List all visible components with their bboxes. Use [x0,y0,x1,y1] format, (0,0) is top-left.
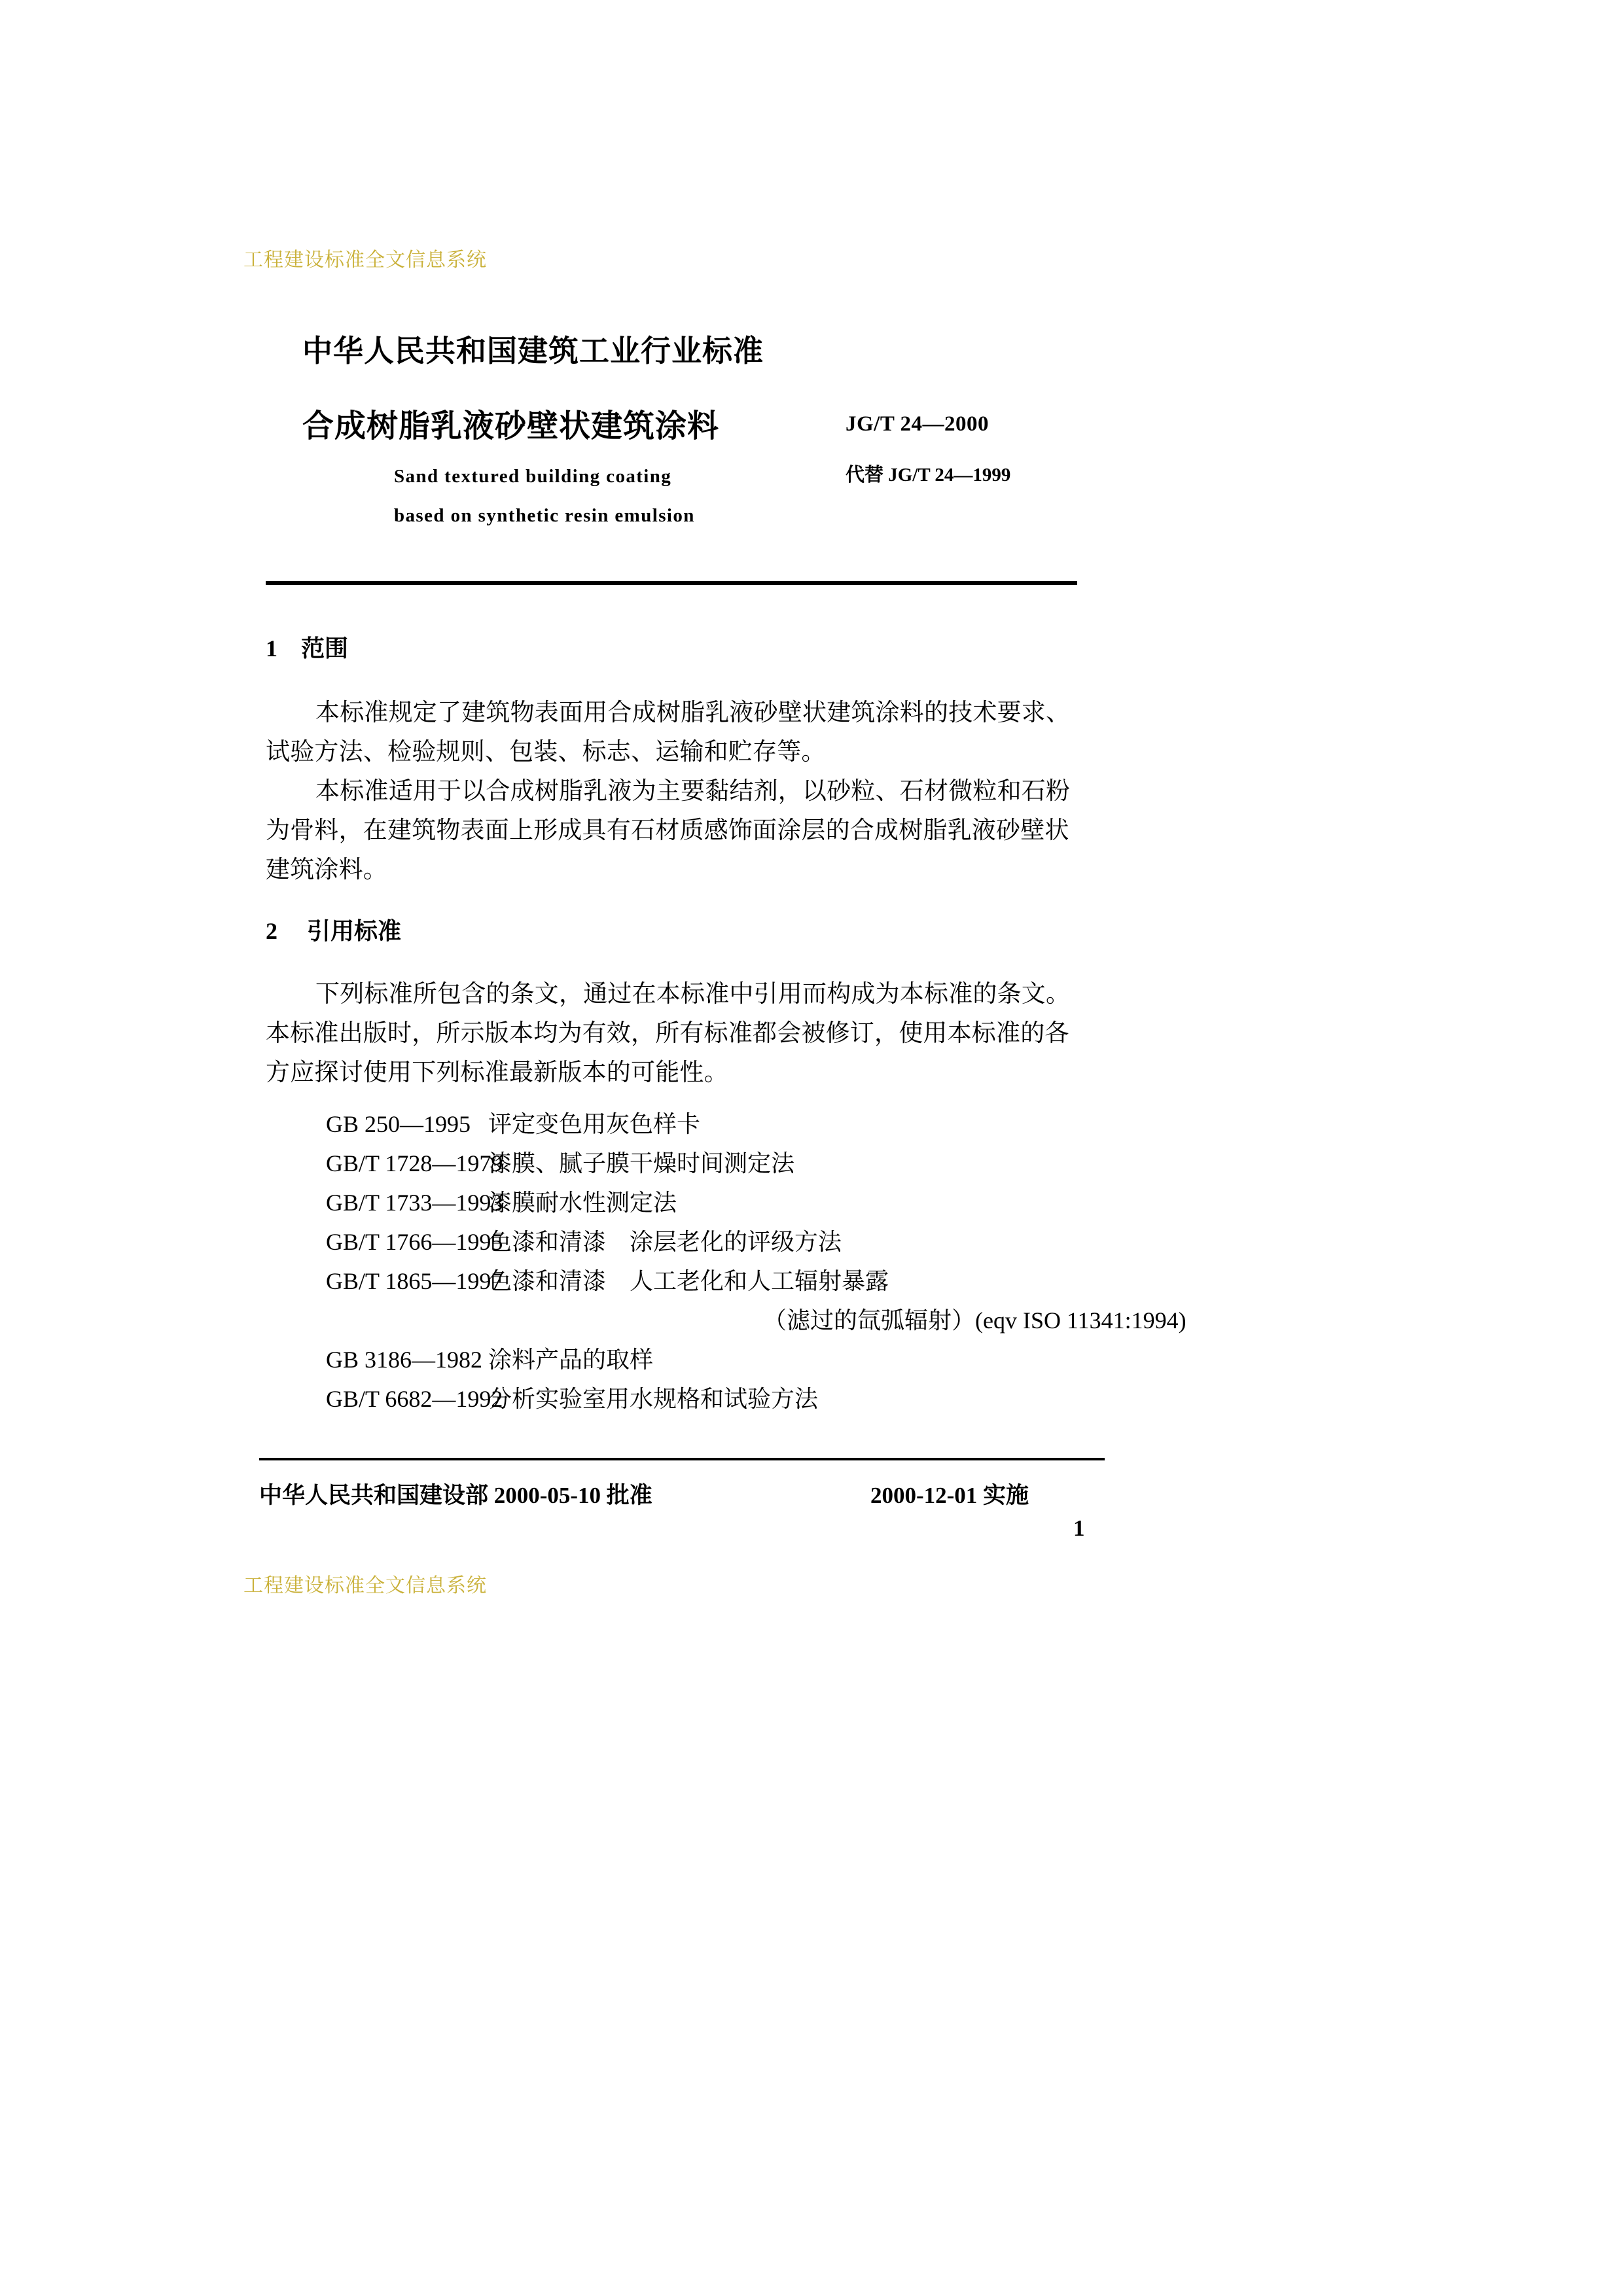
reference-title: 漆膜耐水性测定法 [488,1190,677,1216]
list-item [266,1184,1103,1224]
section-1-title: 范围 [301,635,349,662]
footer-implementation: 2000-12-01 实施 [870,1483,1029,1508]
standard-code: JG/T 24—2000 [846,412,990,436]
list-item [266,1224,1103,1263]
reference-title: 色漆和清漆 涂层老化的评级方法 [488,1229,842,1255]
list-item [266,1341,1103,1381]
footer-divider [259,1458,1105,1460]
standard-name-en-line2: based on synthetic resin emulsion [394,505,695,526]
reference-code: GB/T 1733—1993 [326,1190,503,1216]
watermark-bottom: 工程建设标准全文信息系统 [243,1575,487,1597]
list-item [266,1263,1103,1302]
reference-code: GB/T 6682—1992 [326,1386,503,1412]
page-number: 1 [1073,1515,1085,1541]
reference-code: GB 3186—1982 [326,1347,483,1373]
list-item [266,1106,1103,1145]
standard-name-cn: 合成树脂乳液砂壁状建筑涂料 [302,409,720,444]
section-2-paragraph-1: 下列标准所包含的条文，通过在本标准中引用而构成为本标准的条文。本标准出版时，所示版本均为有效，所有标准都会被修订，使用本标准的各方应探讨使用下列标准最新版本的可能性。 [266,981,1071,1086]
section-1-paragraph-2: 本标准适用于以合成树脂乳液为主要黏结剂，以砂粒、石材微粒和石粉为骨料，在建筑物表面上形成具有石材质感饰面涂层的合成树脂乳液砂壁状建筑涂料。 [266,778,1071,883]
list-item [266,1381,1103,1420]
section-heading-1 [266,630,348,663]
reference-code: GB/T 1865—1997 [326,1268,503,1294]
section-2-title: 引用标准 [307,918,402,944]
reference-title: 涂料产品的取样 [488,1347,654,1373]
footer-approval: 中华人民共和国建设部 2000-05-10 批准 [259,1483,652,1508]
section-2-number: 2 [266,918,277,944]
list-item [266,1145,1103,1184]
reference-code: GB/T 1766—1995 [326,1229,503,1255]
reference-code: GB 250—1995 [326,1111,471,1137]
section-heading-2 [266,913,401,946]
reference-standards-list [266,1106,1186,1420]
standard-replaces: 代替 JG/T 24—1999 [846,465,1011,486]
header-divider [266,581,1077,585]
reference-title: 评定变色用灰色样卡 [488,1111,701,1137]
watermark-top: 工程建设标准全文信息系统 [243,249,487,271]
reference-title-continued: （滤过的氙弧辐射）(eqv ISO 11341:1994) [763,1307,1186,1333]
section-1-number: 1 [266,635,277,662]
section-1-paragraph-1: 本标准规定了建筑物表面用合成树脂乳液砂壁状建筑涂料的技术要求、试验方法、检验规则、包装、标志、运输和贮存等。 [266,699,1071,766]
reference-title: 分析实验室用水规格和试验方法 [488,1386,819,1412]
standard-name-en-line1: Sand textured building coating [394,466,672,487]
reference-code: GB/T 1728—1979 [326,1150,503,1176]
reference-title: 色漆和清漆 人工老化和人工辐射暴露 [488,1268,889,1294]
reference-title: 漆膜、腻子膜干燥时间测定法 [488,1150,795,1176]
issuer-title: 中华人民共和国建筑工业行业标准 [302,334,764,368]
